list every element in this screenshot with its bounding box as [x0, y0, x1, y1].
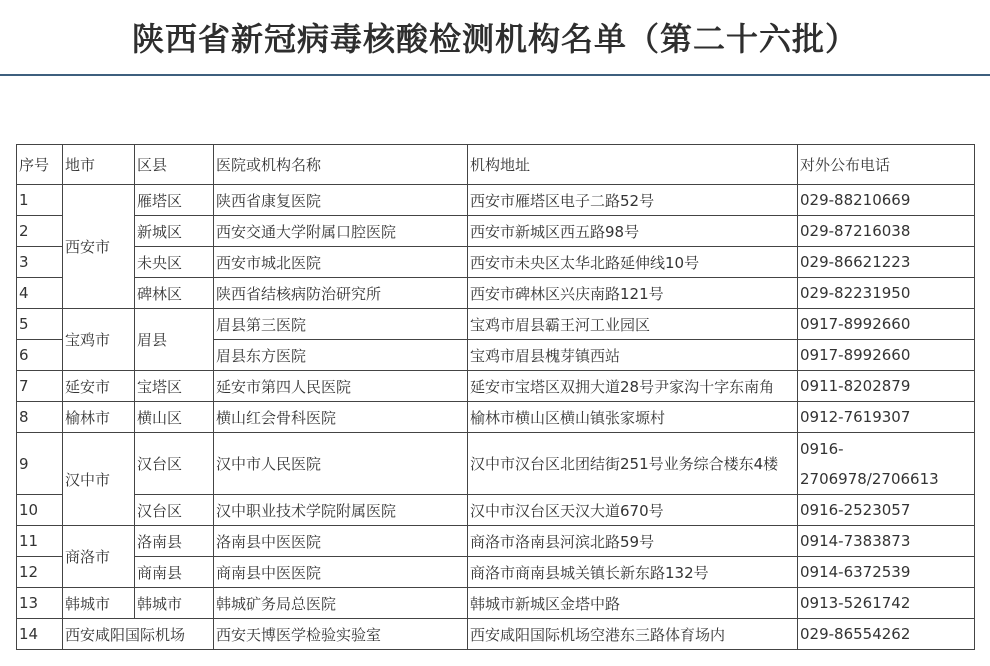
city-cell: 延安市: [63, 371, 135, 402]
institution-name: 西安市城北医院: [214, 247, 468, 278]
header-county: 区县: [135, 145, 214, 185]
title-divider: [0, 74, 990, 76]
table-row: [17, 495, 975, 526]
institution-address: 西安咸阳国际机场空港东三路体育场内: [468, 619, 798, 650]
phone-number: 0916-2706978/2706613: [798, 433, 975, 495]
row-number: 5: [17, 309, 63, 340]
table-row: [17, 526, 975, 557]
institution-name: 汉中职业技术学院附属医院: [214, 495, 468, 526]
phone-number: 0912-7619307: [798, 402, 975, 433]
table-row: [17, 247, 975, 278]
county-cell: 汉台区: [135, 495, 214, 526]
institution-address: 汉中市汉台区天汉大道670号: [468, 495, 798, 526]
county-cell: 宝塔区: [135, 371, 214, 402]
county-cell: 未央区: [135, 247, 214, 278]
county-cell: 横山区: [135, 402, 214, 433]
phone-number: 0916-2523057: [798, 495, 975, 526]
institution-address: 商洛市商南县城关镇长新东路132号: [468, 557, 798, 588]
institution-name: 陕西省康复医院: [214, 185, 468, 216]
table-row: [17, 185, 975, 216]
city-cell: 西安咸阳国际机场: [63, 619, 214, 650]
row-number: 11: [17, 526, 63, 557]
institution-address: 商洛市洛南县河滨北路59号: [468, 526, 798, 557]
institution-address: 宝鸡市眉县霸王河工业园区: [468, 309, 798, 340]
row-number: 2: [17, 216, 63, 247]
table-row: [17, 433, 975, 495]
page-title: 陕西省新冠病毒核酸检测机构名单（第二十六批）: [131, 20, 858, 58]
institution-name: 陕西省结核病防治研究所: [214, 278, 468, 309]
row-number: 4: [17, 278, 63, 309]
city-cell: 西安市: [63, 185, 135, 309]
institution-address: 西安市雁塔区电子二路52号: [468, 185, 798, 216]
table-row: [17, 278, 975, 309]
row-number: 9: [17, 433, 63, 495]
table-row: [17, 588, 975, 619]
city-cell: 宝鸡市: [63, 309, 135, 371]
row-number: 7: [17, 371, 63, 402]
institution-address: 韩城市新城区金塔中路: [468, 588, 798, 619]
row-number: 13: [17, 588, 63, 619]
institution-name: 汉中市人民医院: [214, 433, 468, 495]
county-cell: 韩城市: [135, 588, 214, 619]
institution-address: 西安市碑林区兴庆南路121号: [468, 278, 798, 309]
county-cell: 雁塔区: [135, 185, 214, 216]
row-number: 6: [17, 340, 63, 371]
table-header-row: [17, 145, 975, 185]
county-cell: 洛南县: [135, 526, 214, 557]
institution-address: 宝鸡市眉县槐芽镇西站: [468, 340, 798, 371]
phone-number: 0914-6372539: [798, 557, 975, 588]
table-row: [17, 309, 975, 340]
institution-name: 韩城矿务局总医院: [214, 588, 468, 619]
phone-number: 0913-5261742: [798, 588, 975, 619]
institution-address: 西安市新城区西五路98号: [468, 216, 798, 247]
institution-address: 延安市宝塔区双拥大道28号尹家沟十字东南角: [468, 371, 798, 402]
header-no: 序号: [17, 145, 63, 185]
institution-name: 横山红会骨科医院: [214, 402, 468, 433]
institution-address: 榆林市横山区横山镇张家塬村: [468, 402, 798, 433]
row-number: 14: [17, 619, 63, 650]
row-number: 3: [17, 247, 63, 278]
institution-name: 洛南县中医医院: [214, 526, 468, 557]
county-cell: 新城区: [135, 216, 214, 247]
institution-name: 西安天博医学检验实验室: [214, 619, 468, 650]
institution-name: 西安交通大学附属口腔医院: [214, 216, 468, 247]
table-row: [17, 371, 975, 402]
row-number: 10: [17, 495, 63, 526]
county-cell: 碑林区: [135, 278, 214, 309]
row-number: 1: [17, 185, 63, 216]
county-cell: 商南县: [135, 557, 214, 588]
city-cell: 汉中市: [63, 433, 135, 526]
header-address: 机构地址: [468, 145, 798, 185]
table-row: [17, 216, 975, 247]
header-city: 地市: [63, 145, 135, 185]
phone-number: 029-87216038: [798, 216, 975, 247]
table-row: [17, 619, 975, 650]
institution-name: 商南县中医医院: [214, 557, 468, 588]
institution-address: 汉中市汉台区北团结街251号业务综合楼东4楼: [468, 433, 798, 495]
institution-name: 眉县东方医院: [214, 340, 468, 371]
header-phone: 对外公布电话: [798, 145, 975, 185]
phone-number: 029-86621223: [798, 247, 975, 278]
city-cell: 商洛市: [63, 526, 135, 588]
city-cell: 韩城市: [63, 588, 135, 619]
phone-number: 029-88210669: [798, 185, 975, 216]
table-row: [17, 402, 975, 433]
county-cell: 眉县: [135, 309, 214, 371]
phone-number: 029-82231950: [798, 278, 975, 309]
city-cell: 榆林市: [63, 402, 135, 433]
phone-number: 029-86554262: [798, 619, 975, 650]
phone-number: 0914-7383873: [798, 526, 975, 557]
institution-table: [16, 144, 975, 650]
header-name: 医院或机构名称: [214, 145, 468, 185]
phone-number: 0917-8992660: [798, 309, 975, 340]
phone-number: 0917-8992660: [798, 340, 975, 371]
county-cell: 汉台区: [135, 433, 214, 495]
institution-name: 眉县第三医院: [214, 309, 468, 340]
row-number: 8: [17, 402, 63, 433]
institution-address: 西安市未央区太华北路延伸线10号: [468, 247, 798, 278]
phone-number: 0911-8202879: [798, 371, 975, 402]
row-number: 12: [17, 557, 63, 588]
institution-name: 延安市第四人民医院: [214, 371, 468, 402]
table-row: [17, 557, 975, 588]
